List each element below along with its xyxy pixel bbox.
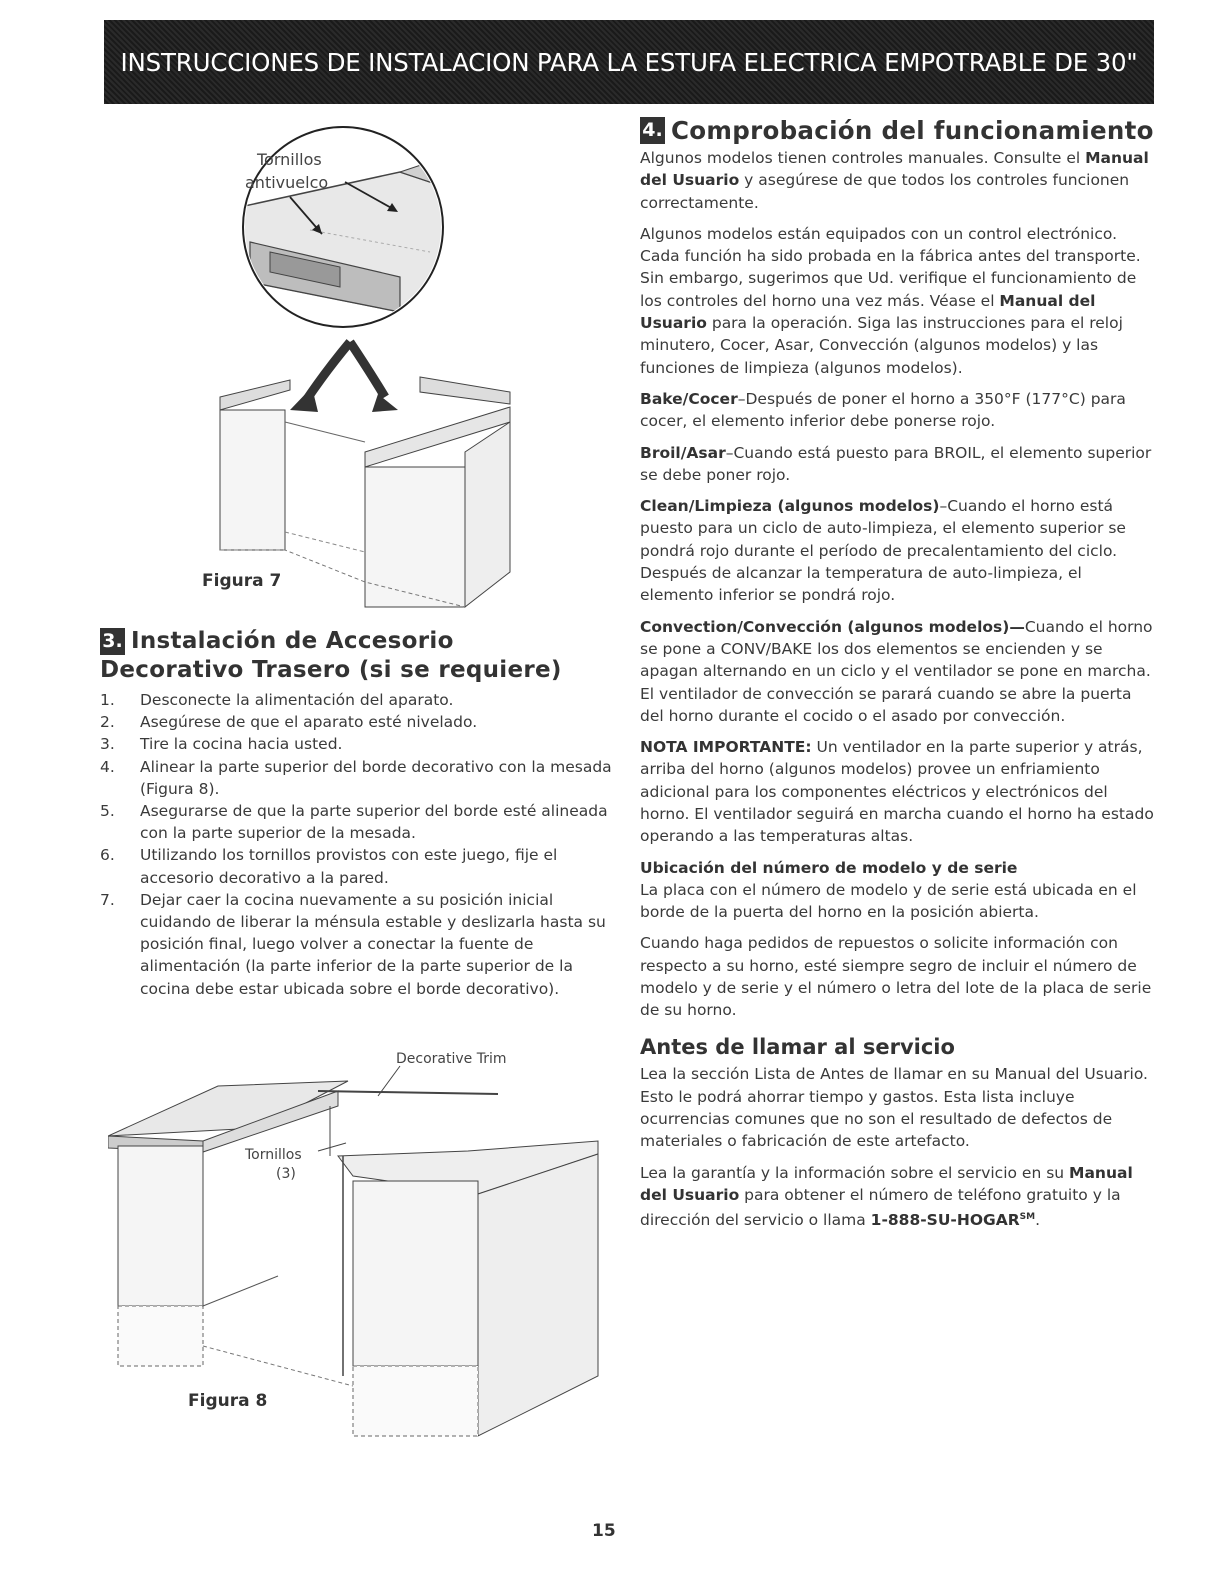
step-number: 2. [100, 713, 115, 732]
antes-heading: Antes de llamar al servicio [640, 1035, 955, 1060]
figure8-caption: Figura 8 [188, 1391, 268, 1411]
list-item [100, 800, 615, 844]
step-text: Utilizando los tornillos provistos con este juego, fije el accesorio decorativo a la pared. [140, 846, 558, 887]
paragraph: Lea la sección Lista de Antes de llamar en su Manual del Usuario. Esto le podrá ahorrar tiempo y gastos. Esta lista incluye ocurrencias comunes que no son el resultado de defectos de materiales o fabricación de este artefacto. [640, 1065, 1148, 1151]
step-text: Alinear la parte superior del borde decorativo con la mesada (Figura 8). [140, 757, 612, 798]
figure8-screws-count: (3) [276, 1166, 296, 1182]
section-3-title-line2: Decorativo Trasero (si se requiere) [100, 657, 562, 683]
list-item [100, 711, 615, 733]
figure-7-illustration [100, 112, 530, 624]
model-serial-heading: Ubicación del número de modelo y de serie [640, 858, 1018, 877]
install-steps-list [100, 689, 615, 1000]
header-banner [104, 20, 1154, 104]
figure7-label-line2: antivuelco [245, 173, 329, 192]
figure8-trim-label: Decorative Trim [396, 1051, 507, 1067]
important-note: NOTA IMPORTANTE: Un ventilador en la parte superior y atrás, arriba del horno (algunos modelos) provee un enfriamiento adicional para los componentes eléctricos y electrónicos del horno. El ventilador seguirá en marcha cuando el horno ha estado operando a las temperaturas altas. [640, 738, 1154, 846]
paragraph: Algunos modelos tienen controles manuales. Consulte el Manual del Usuario y asegúrese de que todos los controles funcionen correctamente. [640, 149, 1149, 212]
figure7-label-line1: Tornillos [257, 150, 322, 169]
section-3 [100, 628, 615, 1000]
step-number: 4. [100, 757, 115, 776]
paragraph: Lea la garantía y la información sobre el servicio en su Manual del Usuario para obtener el número de teléfono gratuito y la dirección del servicio o llama 1-888-SU-HOGAR℠. [640, 1163, 1133, 1230]
step-number: 5. [100, 802, 115, 821]
section-3-number: 3. [100, 628, 125, 655]
list-item [100, 844, 615, 888]
paragraph: Cuando haga pedidos de repuestos o solicite información con respecto a su horno, esté siempre segro de incluir el número de modelo y de serie y el número o letra del lote de la placa de serie de su horno. [640, 934, 1152, 1020]
paragraph: La placa con el número de modelo y de serie está ubicada en el borde de la puerta del horno en la posición abierta. [640, 880, 1137, 921]
paragraph: Algunos modelos están equipados con un control electrónico. Cada función ha sido probada en la fábrica antes del transporte. Sin embargo, sugerimos que Ud. verifique el funcionamiento de los controles del horno una vez más. Véase el Manual del Usuario para la operación. Siga las instrucciones para el reloj minutero, Cocer, Asar, Convección (algunos modelos) y las funciones de limpieza (algunos modelos). [640, 224, 1141, 377]
figure7-caption: Figura 7 [202, 571, 282, 591]
page-number: 15 [592, 1521, 616, 1541]
section-4 [640, 117, 1155, 1241]
list-item [100, 756, 615, 800]
figure-8-illustration [108, 1046, 620, 1476]
step-number: 3. [100, 735, 115, 754]
list-item [100, 889, 615, 1000]
step-text: Asegurarse de que la parte superior del borde esté alineada con la parte superior de la mesada. [140, 802, 608, 843]
convection-paragraph: Convection/Convección (algunos modelos)—Cuando el horno se pone a CONV/BAKE los dos elementos se encienden y se apagan alternando en un ciclo y el ventilador se pone en marcha. El ventilador de convección se parará cuando se abre la puerta del horno durante el cocido o el asado por convección. [640, 617, 1153, 725]
section-4-title: Comprobación del funcionamiento [671, 116, 1154, 145]
step-number: 1. [100, 691, 115, 709]
list-item [100, 733, 615, 755]
broil-paragraph: Broil/Asar–Cuando está puesto para BROIL, el elemento superior se debe poner rojo. [640, 443, 1152, 484]
step-number: 7. [100, 890, 115, 909]
section-4-number: 4. [640, 117, 665, 144]
step-text: Desconecte la alimentación del aparato. [140, 691, 454, 709]
step-text: Tire la cocina hacia usted. [140, 735, 343, 754]
figure8-screws-label: Tornillos [245, 1147, 302, 1163]
step-text: Dejar caer la cocina nuevamente a su posición inicial cuidando de liberar la ménsula estable y deslizarla hasta su posición final, luego volver a conectar la fuente de alimentación (la parte inferior de la parte superior de la cocina debe estar ubicada sobre el borde decorativo). [140, 890, 606, 998]
clean-paragraph: Clean/Limpieza (algunos modelos)–Cuando el horno está puesto para un ciclo de auto-limpieza, el elemento superior se pondrá rojo durante el período de precalentamiento del ciclo. Después de alcanzar la temperatura de auto-limpieza, el elemento inferior se pondrá rojo. [640, 497, 1126, 605]
phone-number: 1-888-SU-HOGAR [870, 1211, 1020, 1230]
section-3-title-line1: Instalación de Accesorio [131, 628, 454, 654]
bake-paragraph: Bake/Cocer–Después de poner el horno a 350°F (177°C) para cocer, el elemento inferior debe ponerse rojo. [640, 389, 1126, 431]
list-item [100, 689, 615, 711]
banner-title: INSTRUCCIONES DE INSTALACION PARA LA ESTUFA ELECTRICA EMPOTRABLE DE 30" [120, 47, 1138, 77]
step-number: 6. [100, 846, 115, 865]
step-text: Asegúrese de que el aparato esté nivelado. [140, 713, 478, 732]
